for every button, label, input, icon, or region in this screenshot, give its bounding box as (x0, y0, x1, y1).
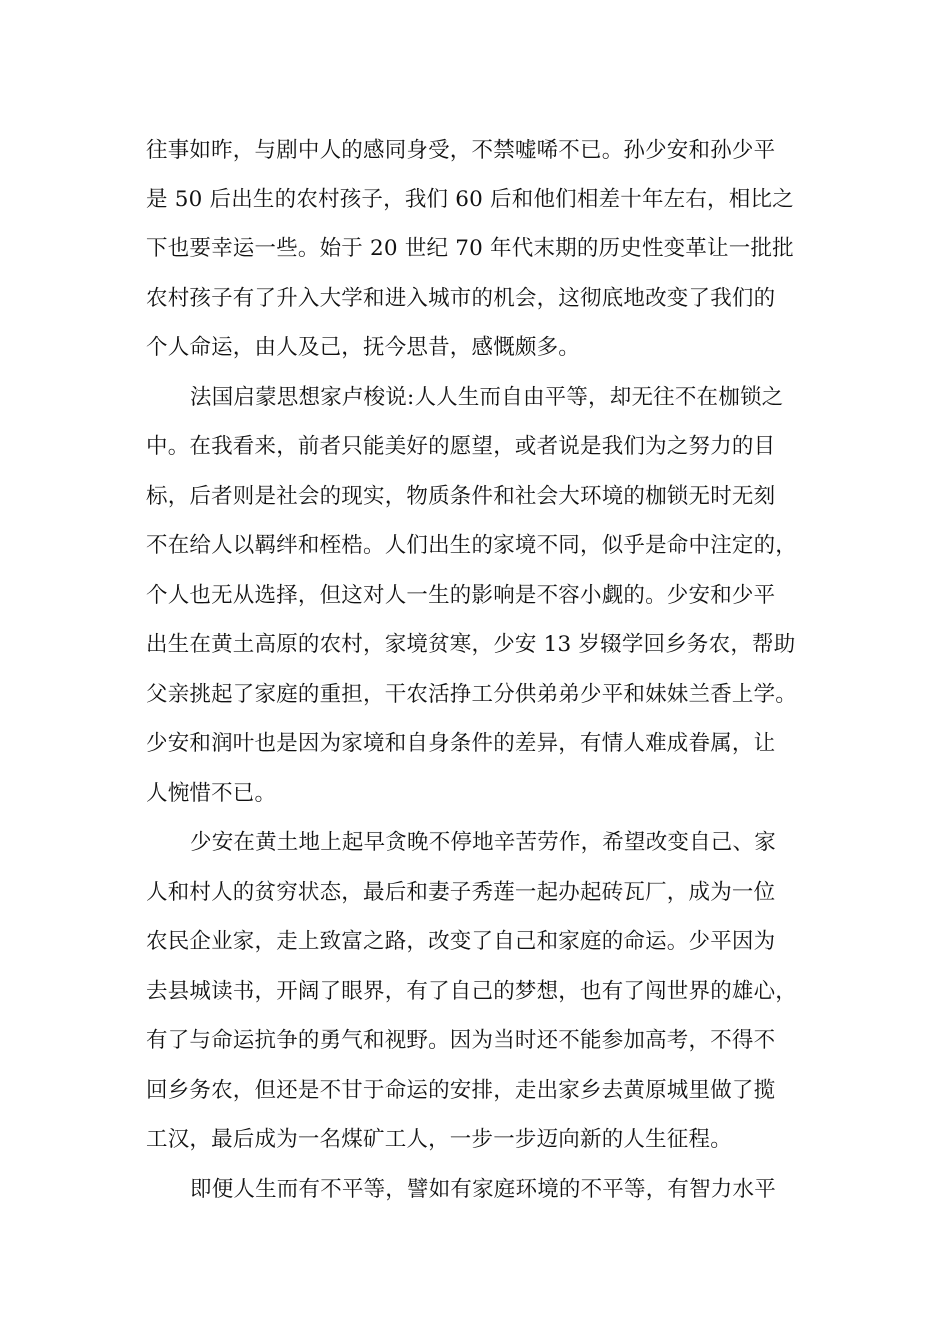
paragraph-first-line: 少安在黄土地上起早贪晚不停地辛苦劳作，希望改变自己、家 (190, 830, 776, 855)
text-line: 标，后者则是社会的现实，物质条件和社会大环境的枷锁无时无刻 (146, 484, 776, 509)
text-line: 回乡务农，但还是不甘于命运的安排，走出家乡去黄原城里做了揽 (146, 1078, 776, 1103)
text-line: 农村孩子有了升入大学和进入城市的机会，这彻底地改变了我们的 (146, 286, 776, 311)
text-line: 是 50 后出生的农村孩子，我们 60 后和他们相差十年左右，相比之 (146, 187, 794, 212)
text-line: 出生在黄土高原的农村，家境贫寒，少安 13 岁辍学回乡务农，帮助 (146, 632, 796, 657)
text-line: 人惋惜不已。 (146, 781, 277, 806)
text-line: 人和村人的贫穷状态，最后和妻子秀莲一起办起砖瓦厂，成为一位 (146, 880, 776, 905)
text-line: 往事如昨，与剧中人的感同身受，不禁嘘唏不已。孙少安和孙少平 (146, 138, 776, 163)
text-line: 农民企业家，走上致富之路，改变了自己和家庭的命运。少平因为 (146, 929, 776, 954)
text-line: 不在给人以羁绊和桎梏。人们出生的家境不同，似乎是命中注定的， (146, 533, 798, 558)
paragraph-first-line: 法国启蒙思想家卢梭说:人人生而自由平等，却无往不在枷锁之 (190, 385, 784, 410)
text-line: 个人命运，由人及己，抚今思昔，感慨颇多。 (146, 335, 581, 360)
paragraph-first-line: 即便人生而有不平等，譬如有家庭环境的不平等，有智力水平 (190, 1177, 776, 1202)
text-line: 中。在我看来，前者只能美好的愿望，或者说是我们为之努力的目 (146, 434, 776, 459)
text-line: 个人也无从选择，但这对人一生的影响是不容小觑的。少安和少平 (146, 583, 776, 608)
text-line: 下也要幸运一些。始于 20 世纪 70 年代末期的历史性变革让一批批 (146, 236, 794, 261)
text-line: 父亲挑起了家庭的重担，干农活挣工分供弟弟少平和妹妹兰香上学。 (146, 682, 798, 707)
text-line: 工汉，最后成为一名煤矿工人，一步一步迈向新的人生征程。 (146, 1127, 732, 1152)
text-line: 有了与命运抗争的勇气和视野。因为当时还不能参加高考，不得不 (146, 1028, 776, 1053)
text-line: 去县城读书，开阔了眼界，有了自己的梦想，也有了闯世界的雄心， (146, 979, 798, 1004)
text-line: 少安和润叶也是因为家境和自身条件的差异，有情人难成眷属，让 (146, 731, 776, 756)
